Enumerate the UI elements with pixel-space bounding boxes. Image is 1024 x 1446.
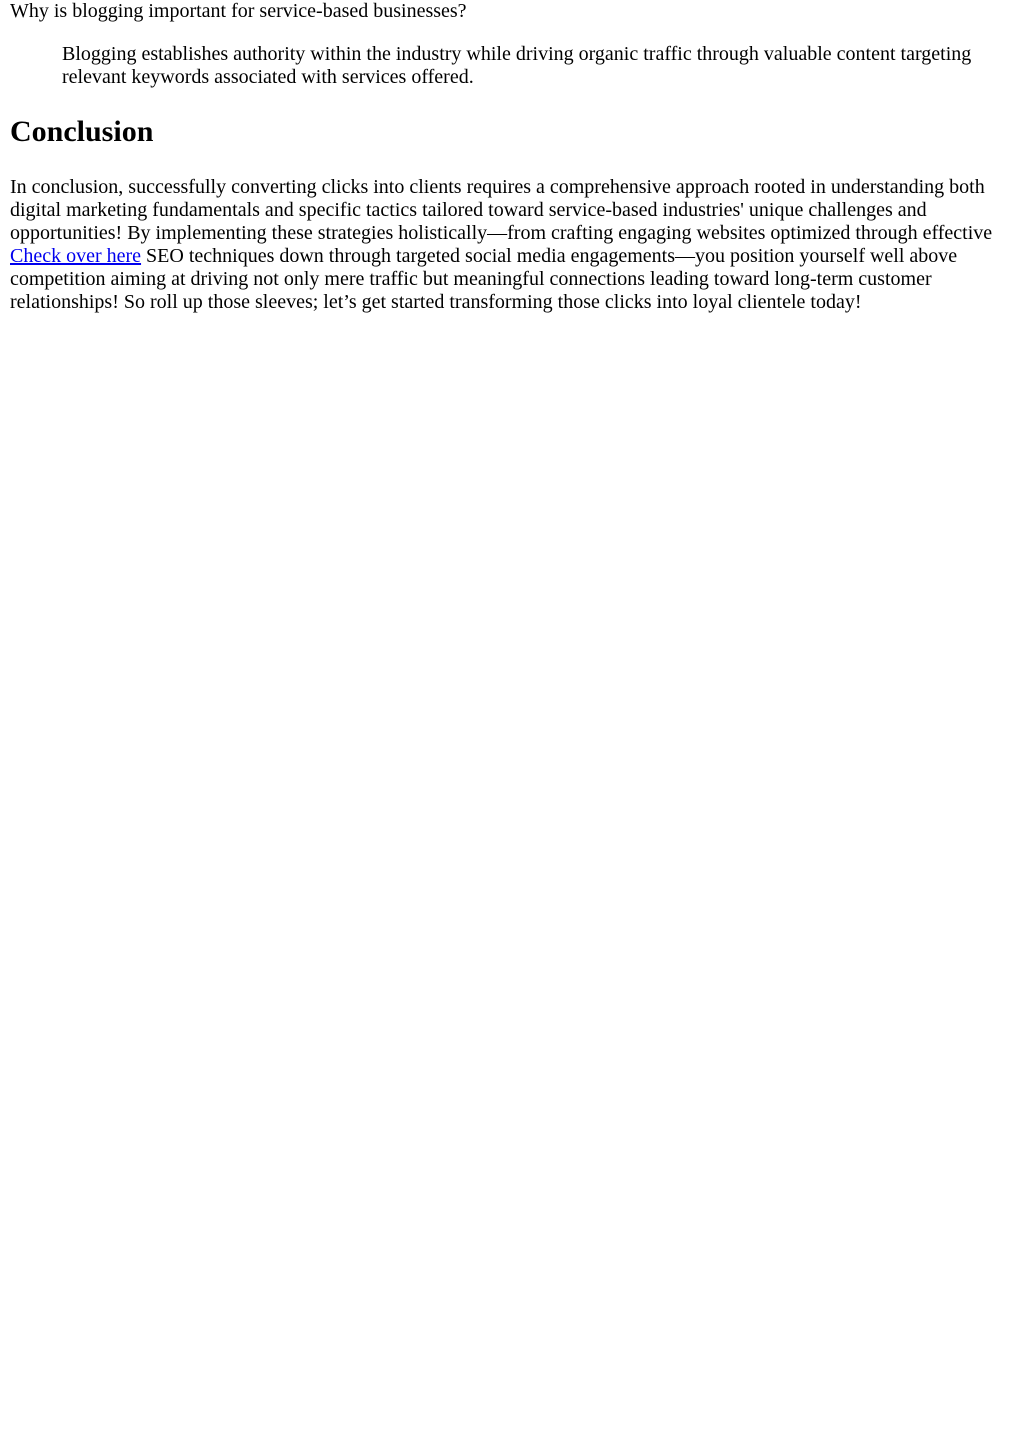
page-content <box>0 0 1024 314</box>
conclusion-text-start: In conclusion, successfully converting clicks into clients requires a comprehensive approach rooted in understanding both digital marketing fundamentals and specific tactics tailored toward service-based industries' unique challenges and opportunities! By implementing these strategies holistically—from crafting engaging websites optimized through effective <box>10 176 993 244</box>
conclusion-heading: Conclusion <box>10 115 154 148</box>
faq-question: Why is blogging important for service-based businesses? <box>10 0 467 22</box>
conclusion-text-end: SEO techniques down through targeted social media engagements—you position yourself well above competition aiming at driving not only mere traffic but meaningful connections leading toward long-term customer relationships! So roll up those sleeves; let’s get started transforming those clicks into loyal clientele today! <box>10 245 958 313</box>
check-over-here-link[interactable]: Check over here <box>10 245 142 267</box>
conclusion-paragraph <box>10 176 1014 314</box>
faq-answer: Blogging establishes authority within the industry while driving organic traffic through valuable content targeting relevant keywords associated with services offered. <box>62 43 972 88</box>
